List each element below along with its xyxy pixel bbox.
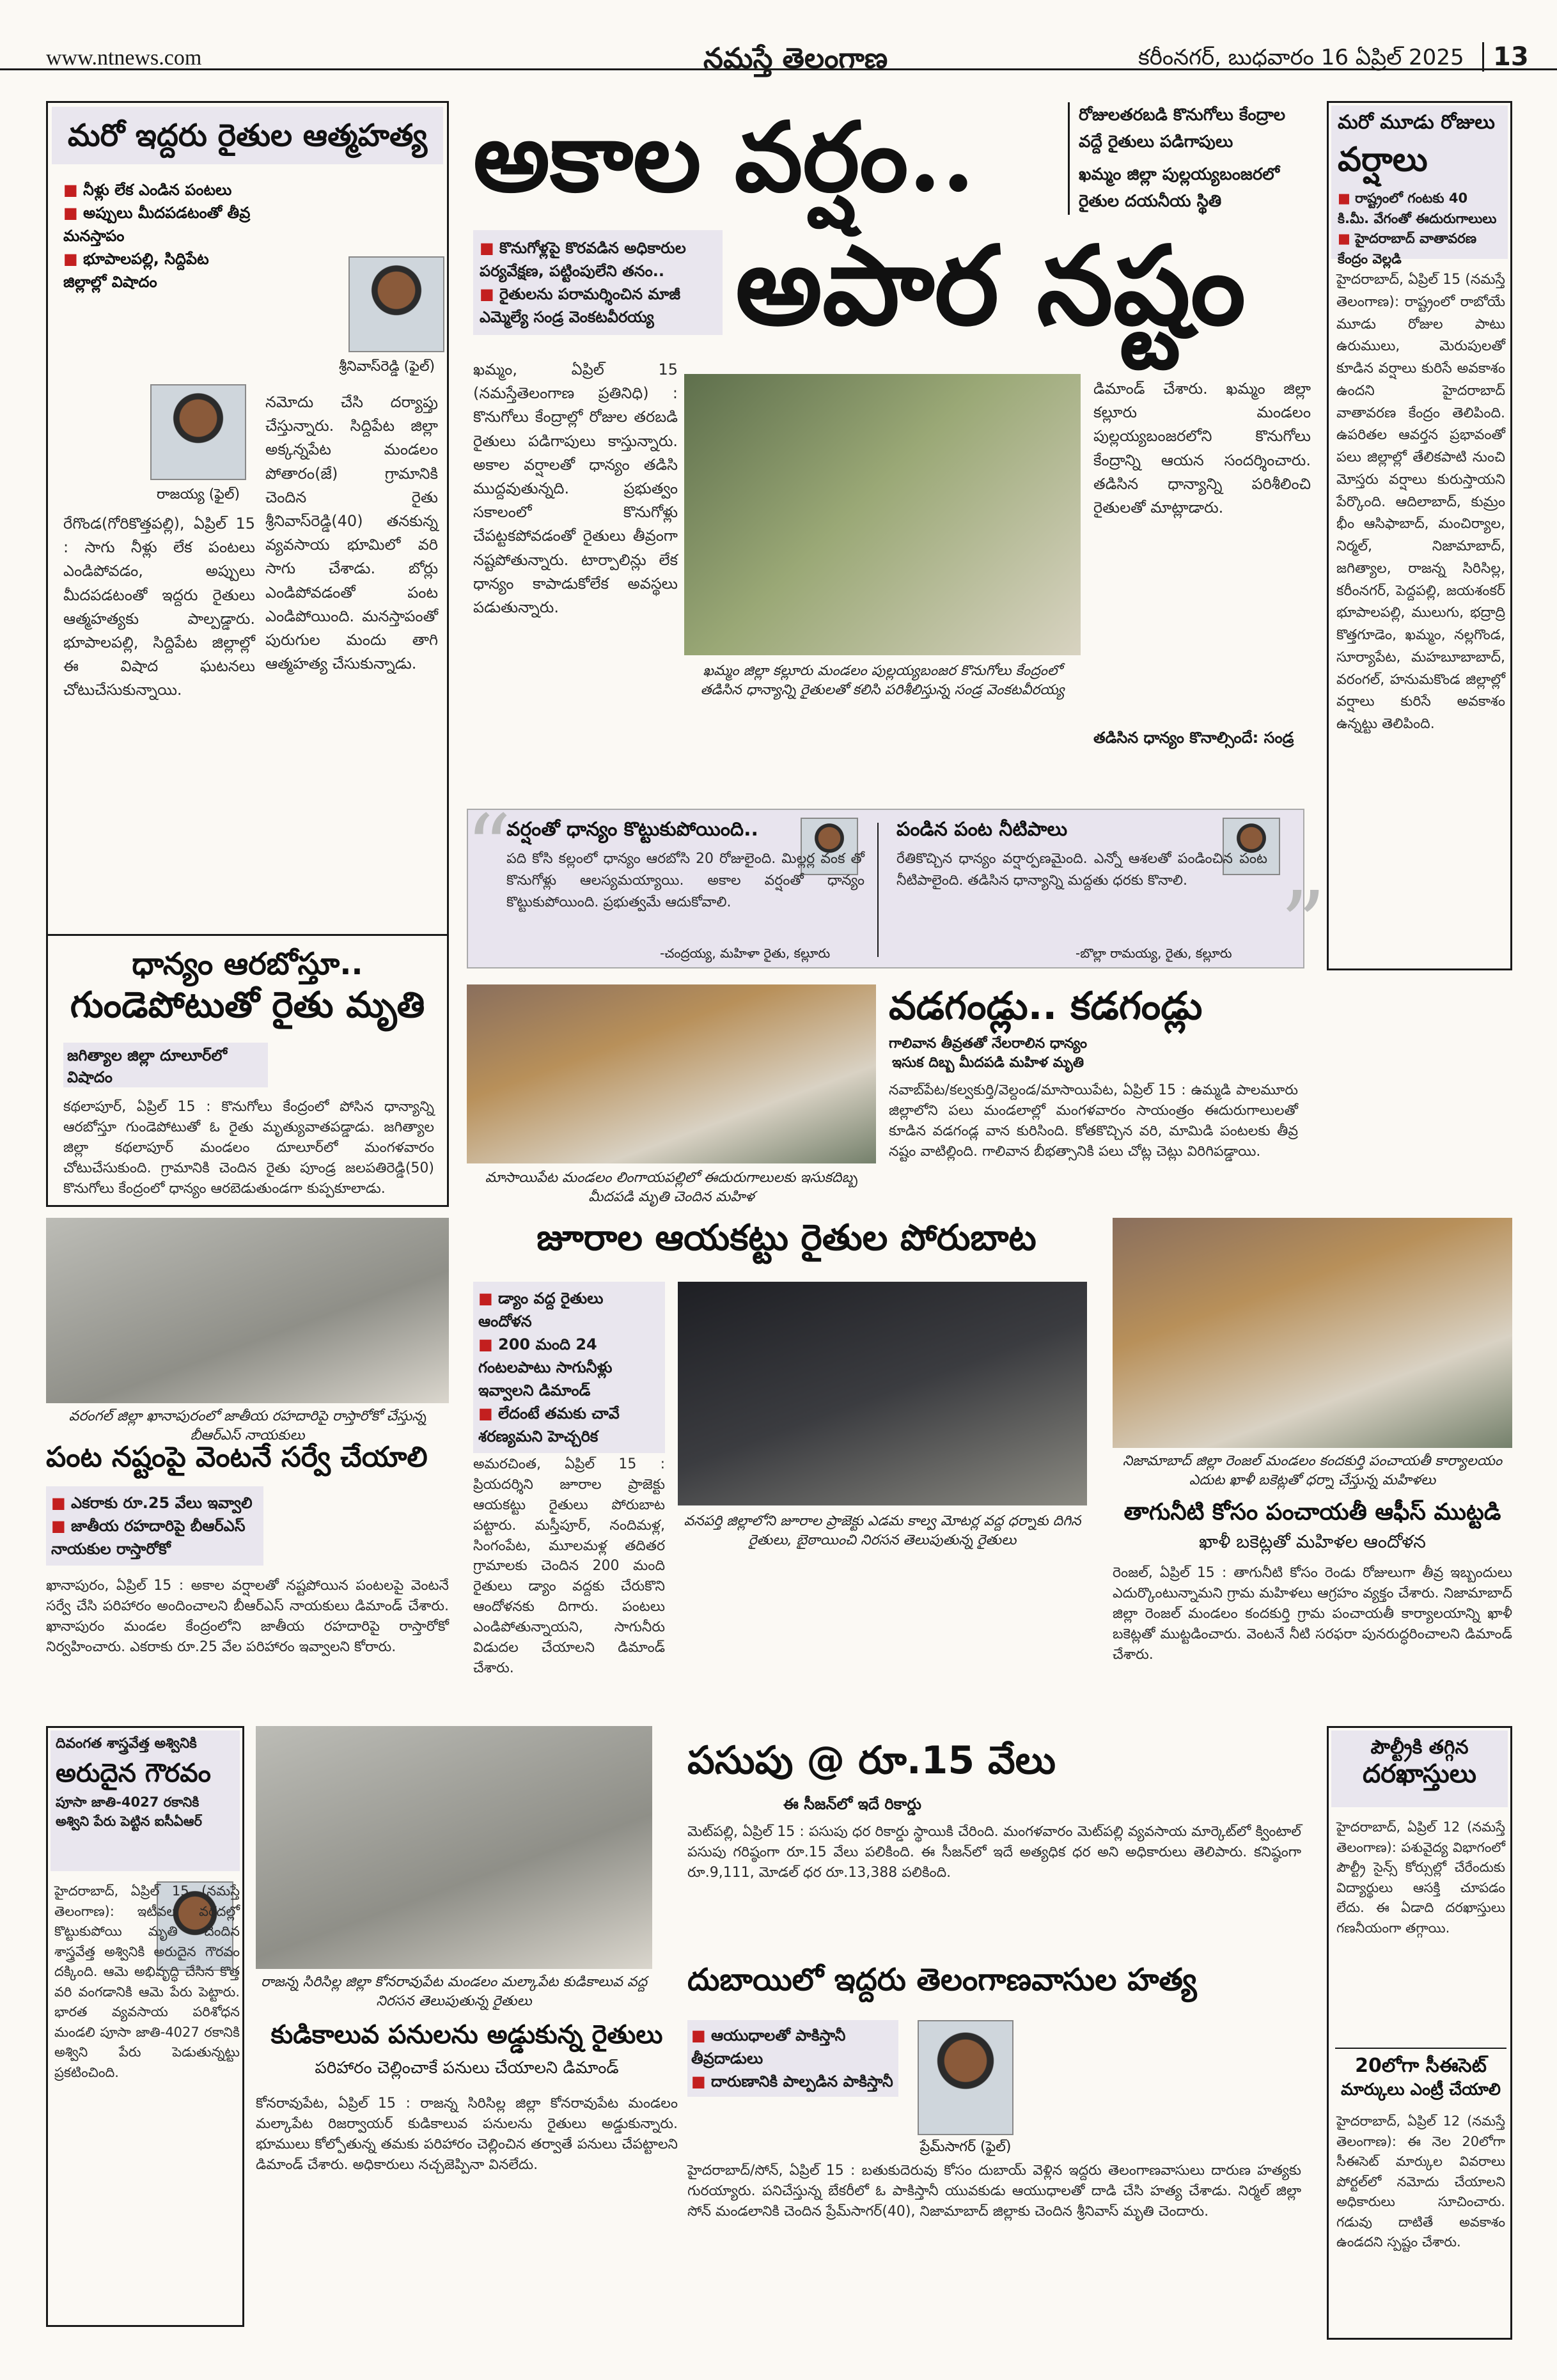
canal-protest-article: [256, 1726, 678, 2340]
bullet-list: [473, 230, 723, 335]
bullet-item: ■ దారుణానికి పాల్పడిన పాకిస్తానీ: [691, 2070, 895, 2093]
protest-photo: [46, 1218, 449, 1403]
sub-note: తడిసిన ధాన్యం కొనాల్సిందే: సండ్ర: [1093, 729, 1294, 747]
quote-text: రేతికొచ్చిన ధాన్యం వర్షార్పణమైంది. ఎన్నో ఆశలతో పండించిన పంట నీటిపాలైంది. తడిసిన ధాన్యాన్ని మద్దతు ధరకు కొనాలి.: [896, 851, 1267, 889]
quote-attribution: -చంద్రయ్య, మహిళా రైతు, కల్లూరు: [660, 945, 831, 961]
farmers-suicide-article: [46, 101, 449, 1207]
article-headline: వర్షాలు: [1338, 141, 1428, 179]
hailstorm-article: [467, 984, 1304, 1205]
divider: [1335, 2048, 1506, 2049]
article-body: నమోదు చేసి దర్యాప్తు చేస్తున్నారు. సిద్దిపేట జిల్లా అక్కన్నపేట మండలం పోతారం(జే) గ్రామానికి చెందిన రైతు శ్రీనివాస్‌రెడ్డి(40) తనకున్న వ్యవసాయ భూమిలో వరి సాగు చేశాడు. బోర్లు ఎండిపోవడంతో పంట ఎండిపోయింది. మనస్తాపంతో పురుగుల మందు తాగి ఆత్మహత్య చేసుకున్నాడు.: [265, 393, 438, 673]
photo-caption: నిజామాబాద్ జిల్లా రెంజల్ మండలం కందకుర్తి పంచాయతీ కార్యాలయం ఎదుట ఖాళీ బకెట్లతో ధర్నా చేస్తున్న మహిళలు: [1122, 1453, 1503, 1488]
article-body: రేగొండ(గోరికొత్తపల్లి), ఏప్రిల్ 15 : సాగు నీళ్లు లేక పంటలు ఎండిపోవడం, అప్పులు మీదపడటంతో ఇద్దరు రైతులు ఆత్మహత్యకు పాల్పడ్డారు. భూపాలపల్లి, సిద్దిపేట జిల్లాల్లో ఈ విషాద ఘటనలు చోటుచేసుకున్నాయి.: [63, 515, 255, 699]
article-headline: మరో ఇద్దరు రైతుల ఆత్మహత్య: [52, 107, 443, 164]
quote-title: పండిన పంట నీటిపాలు: [896, 818, 1068, 841]
article-body: హైదరాబాద్, ఏప్రిల్ 15 (నమస్తే తెలంగాణ): ఇటీవల వరదల్లో కొట్టుకుపోయి మృతి చెందిన శాస్త్రవేత్త అశ్వినికి అరుదైన గౌరవం దక్కింది. ఆమె అభివృద్ధి చేసిన కొత్త వరి వంగడానికి ఆమె పేరు పెట్టారు. భారత వ్యవసాయ పరిశోధన మండలి పూసా జాతి-4027 రకానికి అశ్విని పేరు పెడుతున్నట్టు ప్రకటించింది.: [54, 1883, 240, 2080]
photo-name: శ్రీనివాస్‌రెడ్డి (ఫైల్): [338, 359, 435, 375]
article-headline: మార్కులు ఎంట్రీ చేయాలి: [1341, 2080, 1501, 2099]
photo-caption: వరంగల్ జిల్లా ఖానాపురంలో జాతీయ రహదారిపై రాస్తారోకో చేస్తున్న బీఆర్ఎస్ నాయకులు: [68, 1408, 426, 1443]
rain-forecast-article: [1327, 101, 1512, 970]
headline-panel: [1331, 1731, 1508, 1807]
protest-photo: [678, 1282, 1087, 1505]
highlight-item: ఖమ్మం జిల్లా పుల్లయ్యబంజరలో రైతుల దయనీయ స్థితి: [1079, 165, 1280, 211]
bullet-list: [63, 178, 255, 293]
article-body: కోనరావుపేట, ఏప్రిల్ 15 : రాజన్న సిరిసిల్ల జిల్లా కోనరావుపేట మండలం మల్కాపేట రిజర్వాయర్ కుడికాలువ పనులను రైతులు అడ్డుకున్నారు. భూములు కోల్పోతున్న తమకు పరిహారం చెల్లించిన తర్వాతే పనులు చేపట్టాలని డిమాండ్ చేశారు. అధికారులు నచ్చజెప్పినా వినలేదు.: [256, 2096, 678, 2173]
protest-photo: [256, 1726, 652, 1969]
quote-attribution: -బొల్లా రామయ్య, రైతు, కల్లూరు: [1076, 945, 1232, 961]
bullet-item: ■ రాష్ట్రంలో గంటకు 40 కి.మీ. వేగంతో ఈదురుగాలులు: [1338, 189, 1501, 229]
article-headline: పసుపు @ రూ.15 వేలు: [687, 1738, 1056, 1783]
article-headline: మరో మూడు రోజులు: [1338, 111, 1495, 134]
headline-panel: [51, 1731, 240, 1871]
article-headline: గుండెపోటుతో రైతు మృతి: [70, 984, 425, 1026]
divider: [48, 934, 447, 936]
kicker: గాలివాన తీవ్రతతో నేలరాలిన ధాన్యం ఇసుక దిబ్బ మీదపడి మహిళ మృతి: [889, 1036, 1087, 1071]
farmer-photo: [348, 256, 444, 352]
bullet-list: [687, 2020, 898, 2097]
bullet-item: ■ భూపాలపల్లి, సిద్దిపేట జిల్లాల్లో విషాదం: [63, 247, 255, 293]
bullet-list: [473, 1282, 665, 1453]
article-subhead: ఖాళీ బకెట్లతో మహిళల ఆందోళన: [1199, 1531, 1426, 1552]
victim-photo: [918, 2020, 1013, 2135]
bullet-item: ■ ఆయుధాలతో పాకిస్తానీ తీవ్రదాడులు: [691, 2024, 895, 2070]
headline-panel: [1331, 105, 1508, 267]
article-headline: జూరాల ఆయకట్టు రైతుల పోరుబాట: [536, 1217, 1037, 1259]
article-body: హైదరాబాద్, ఏప్రిల్ 12 (నమస్తే తెలంగాణ): ఈ నెల 20లోగా సీఈసెట్ మార్కుల వివరాలు పోర్టల్‌లో నమోదు చేయాలని అధికారులు సూచించారు. గడువు దాటితే అవకాశం ఉండదని స్పష్టం చేశారు.: [1336, 2113, 1505, 2250]
protest-photo: [1113, 1218, 1512, 1448]
lead-body: ఖమ్మం, ఏప్రిల్ 15 (నమస్తేతెలంగాణ ప్రతినిధి) : కొనుగోలు కేంద్రాల్లో రోజుల తరబడి రైతులు పడిగాపులు కాస్తున్నారు. అకాల వర్షాలతో ధాన్యం తడిసి ముద్దవుతున్నది. ప్రభుత్వం సకాలంలో కొనుగోళ్లు చేపట్టకపోవడంతో రైతులు తీవ్రంగా నష్టపోతున్నారు. టార్పాలిన్లు లేక ధాన్యం కాపాడుకోలేక అవస్థలు పడుతున్నారు.: [473, 361, 678, 616]
bullet-item: ■ కొనుగోళ్లపై కొరవడిన అధికారుల పర్యవేక్షణ, పట్టింపులేని తనం..: [480, 237, 716, 283]
bullet-item: ■ రైతులను పరామర్శించిన మాజీ ఎమ్మెల్యే సండ్ర వెంకటవీరయ్య: [480, 283, 716, 329]
bullet-item: ■ 200 మంది 24 గంటలపాటు సాగునీళ్లు ఇవ్వాలని డిమాండ్: [478, 1333, 660, 1402]
farmer-photo: [150, 384, 246, 480]
dubai-murder-article: [687, 1963, 1301, 2340]
lead-body-2: డిమాండ్ చేశారు. ఖమ్మం జిల్లా కల్లూరు మండలం పుల్లయ్యబంజరలోని కొనుగోలు కేంద్రాన్ని ఆయన సందర్శించారు. తడిసిన ధాన్యాన్ని పరిశీలించి రైతులతో మాట్లాడారు.: [1093, 380, 1311, 517]
divider: [877, 823, 879, 957]
hailstorm-photo: [467, 984, 876, 1163]
article-headline: ధాన్యం ఆరబోస్తూ..: [132, 946, 363, 982]
page-header: [0, 0, 1557, 75]
article-headline: వడగండ్లు.. కడగండ్లు: [889, 984, 1203, 1029]
dateline: కరీంనగర్, బుధవారం 16 ఏప్రిల్ 2025: [1138, 45, 1464, 70]
lead-highlights: [1068, 102, 1311, 215]
photo-name: రాజయ్య (ఫైల్): [156, 486, 240, 502]
quote-text: పది కోసి కల్లంలో ధాన్యం ఆరబోసి 20 రోజులైంది. మిల్లర్ల వంక తో కొనుగోళ్లు ఆలస్యమయ్యాయి. అకాల వర్షంతో ధాన్యం కొట్టుకుపోయింది. ప్రభుత్వమే ఆదుకోవాలి.: [506, 851, 865, 911]
article-body: రెంజల్, ఏప్రిల్ 15 : తాగునీటి కోసం రెండు రోజులుగా తీవ్ర ఇబ్బందులు ఎదుర్కొంటున్నామని గ్రామ మహిళలు ఆగ్రహం వ్యక్తం చేశారు. నిజామాబాద్ జిల్లా రెంజల్ మండలం కందకుర్తి గ్రామ పంచాయతీ కార్యాలయాన్ని ఖాళీ బకెట్లతో ముట్టడించారు. వెంటనే నీటి సరఫరా పునరుద్ధరించాలని డిమాండ్ చేశారు.: [1113, 1565, 1512, 1663]
photo-caption: ఖమ్మం జిల్లా కల్లూరు మండలం పుల్లయ్యబంజర కొనుగోలు కేంద్రంలో తడిసిన ధాన్యాన్ని రైతులతో కలిసి పరిశీలిస్తున్న సండ్ర వెంకటవీరయ్య: [700, 663, 1065, 698]
bullet-item: ■ జాతీయ రహదారిపై బీఆర్ఎస్ నాయకుల రాస్తారోకో: [51, 1514, 258, 1560]
lead-photo: [684, 374, 1081, 655]
bullet-item: ■ నీళ్లు లేక ఎండిన పంటలు: [63, 178, 255, 201]
article-subhead: పూసా జాతి-4027 రకానికి అశ్విని పేరు పెట్టిన ఐసీఏఆర్: [56, 1794, 202, 1829]
article-body: కథలాపూర్, ఏప్రిల్ 15 : కొనుగోలు కేంద్రంలో పోసిన ధాన్యాన్ని ఆరబోస్తూ గుండెపోటుతో ఓ రైతు మృత్యువాతపడ్డాడు. జగిత్యాల జిల్లా కథలాపూర్ మండలం దూలూర్‌లో మంగళవారం చోటుచేసుకుంది. గ్రామానికి చెందిన రైతు పూండ్ర జలపతిరెడ్డి(50) కొనుగోలు కేంద్రంలో ధాన్యం ఆరబెడుతుండగా కుప్పకూలాడు.: [63, 1099, 434, 1197]
article-body: మెట్‌పల్లి, ఏప్రిల్ 15 : పసుపు ధర రికార్డు స్థాయికి చేరింది. మంగళవారం మెట్‌పల్లి వ్యవసాయ మార్కెట్‌లో క్వింటాల్ పసుపు గరిష్ఠంగా రూ.15 వేలు పలికింది. ఈ సీజన్‌లో ఇదే అత్యధిక ధర అని అధికారులు తెలిపారు. కనిష్ఠంగా రూ.9,111, మోడల్ ధర రూ.13,388 పలికింది.: [687, 1824, 1301, 1881]
farmer-quotes-box: [466, 796, 1326, 977]
crop-survey-article: [46, 1218, 449, 1704]
bullet-list: [46, 1486, 263, 1566]
article-headline: దుబాయిలో ఇద్దరు తెలంగాణవాసుల హత్య: [687, 1962, 1197, 1998]
bullet-item: ■ లేదంటే తమకు చావే శరణ్యమని హెచ్చరిక: [478, 1402, 660, 1448]
quote-title: వర్షంతో ధాన్యం కొట్టుకుపోయింది..: [506, 818, 758, 841]
kicker: దివంగత శాస్త్రవేత్త అశ్వినికి: [56, 1736, 197, 1752]
bullet-item: ■ ఎకరాకు రూ.25 వేలు ఇవ్వాలి: [51, 1491, 258, 1514]
drinking-water-article: [1113, 1218, 1512, 1704]
turmeric-price-article: [687, 1739, 1301, 1956]
photo-caption: మాసాయిపేట మండలం లింగాయపల్లిలో ఈదురుగాలులకు ఇసుకదిబ్బ మీదపడి మృతి చెందిన మహిళ: [485, 1170, 858, 1205]
jurala-protest-article: [467, 1218, 1100, 1704]
page-number: 13: [1482, 42, 1529, 72]
article-body: హైదరాబాద్, ఏప్రిల్ 15 (నమస్తే తెలంగాణ): రాష్ట్రంలో రాబోయే మూడు రోజుల పాటు ఉరుములు, మెరుపులతో కూడిన వర్షాలు కురిసే అవకాశం ఉందని హైదరాబాద్ వాతావరణ కేంద్రం తెలిపింది. ఉపరితల ఆవర్తన ప్రభావంతో పలు జిల్లాల్లో తేలికపాటి నుంచి మోస్తరు వర్షాలు కురుస్తాయని పేర్కొంది. ఆదిలాబాద్, కుమ్రం భీం ఆసిఫాబాద్, మంచిర్యాల, నిర్మల్, నిజామాబాద్, జగిత్యాల, రాజన్న సిరిసిల్ల, కరీంనగర్, పెద్దపల్లి, జయశంకర్ భూపాలపల్లి, ములుగు, భద్రాద్రి కొత్తగూడెం, ఖమ్మం, నల్లగొండ, సూర్యాపేట, మహబూబాబాద్, వరంగల్, హనుమకొండ జిల్లాల్లో వర్షాలు కురిసే అవకాశం ఉన్నట్టు తెలిపింది.: [1336, 272, 1505, 732]
article-headline: 20లోగా సీఈసెట్: [1355, 2055, 1487, 2077]
article-headline: దరఖాస్తులు: [1363, 1759, 1476, 1789]
article-body: నవాబ్‌పేట/కల్వకుర్తి/వెల్దండ/మాసాయిపేట, ఏప్రిల్ 15 : ఉమ్మడి పాలమూరు జిల్లాలోని పలు మండలాల్లో మంగళవారం సాయంత్రం ఈదురుగాలులతో కూడిన వడగండ్ల వాన కురిసింది. కోతకొచ్చిన వరి, మామిడి పంటలకు తీవ్ర నష్టం వాటిల్లింది. గాలివాన బీభత్సానికి పలు చోట్ల చెట్లు విరిగిపడ్డాయి.: [889, 1082, 1298, 1160]
bullet-item: ■ అప్పులు మీదపడటంతో తీవ్ర మనస్తాపం: [63, 201, 255, 247]
bullet-item: ■ డ్యాం వద్ద రైతులు ఆందోళన: [478, 1287, 660, 1333]
article-headline: పంట నష్టంపై వెంటనే సర్వే చేయాలి: [46, 1441, 428, 1474]
kicker: ఈ సీజన్‌లో ఇదే రికార్డు: [783, 1795, 921, 1813]
poultry-applications-article: [1327, 1726, 1512, 2340]
article-headline: పౌల్ట్రీకి తగ్గిన: [1370, 1736, 1469, 1759]
article-subhead: పరిహారం చెల్లించాకే పనులు చేయాలని డిమాండ్: [315, 2058, 619, 2078]
lead-story: [460, 89, 1317, 805]
article-headline: తాగునీటి కోసం పంచాయతీ ఆఫీస్ ముట్టడి: [1123, 1499, 1501, 1525]
bullet-list: [1338, 189, 1501, 269]
article-headline: అరుదైన గౌరవం: [56, 1759, 211, 1788]
article-body: ఖానాపురం, ఏప్రిల్ 15 : అకాల వర్షాలతో నష్టపోయిన పంటలపై వెంటనే సర్వే చేసి పరిహారం అందించాలని బీఆర్ఎస్ నాయకులు డిమాండ్ చేశారు. ఖానాపురం మండల కేంద్రంలోని జాతీయ రహదారిపై రాస్తారోకో నిర్వహించారు. ఎకరాకు రూ.25 వేల పరిహారం ఇవ్వాలని కోరారు.: [46, 1578, 449, 1655]
quote-mark: “: [466, 796, 512, 900]
photo-caption: వనపర్తి జిల్లాలోని జూరాల ప్రాజెక్టు ఎడమ కాల్వ మోటర్ల వద్ద ధర్నాకు దిగిన రైతులు, బైఠాయించి నిరసన తెలుపుతున్న రైతులు: [684, 1513, 1081, 1548]
bullet-item: ■ హైదరాబాద్ వాతావరణ కేంద్రం వెల్లడి: [1338, 229, 1501, 269]
photo-name: ప్రేమ్‌సాగర్ (ఫైల్): [919, 2139, 1012, 2155]
article-headline: కుడికాలువ పనులను అడ్డుకున్న రైతులు: [270, 2020, 663, 2049]
highlight-item: రోజులతరబడి కొనుగోలు కేంద్రాల వద్దే రైతులు పడిగాపులు: [1079, 105, 1286, 152]
article-body: హైదరాబాద్/సోన్, ఏప్రిల్ 15 : బతుకుదెరువు కోసం దుబాయ్ వెళ్లిన ఇద్దరు తెలంగాణవాసులు దారుణ హత్యకు గురయ్యారు. పనిచేస్తున్న బేకరీలో ఓ పాకిస్తానీ యువకుడు ఆయుధాలతో దాడి చేసి హత్య చేశాడు. నిర్మల్ జిల్లా సోన్ మండలానికి చెందిన ప్రేమ్‌సాగర్(40), నిజామాబాద్ జిల్లాకు చెందిన శ్రీనివాస్ మృతి చెందారు.: [687, 2163, 1301, 2220]
lead-headline-2: అపార నష్టం: [735, 222, 1246, 350]
lead-headline-1: అకాల వర్షం..: [473, 101, 975, 214]
scientist-honour-article: [46, 1726, 244, 2327]
kicker: జగిత్యాల జిల్లా దూలూర్‌లో విషాదం: [63, 1043, 268, 1087]
quote-mark: ”: [1280, 873, 1326, 977]
article-body: అమరచింత, ఏప్రిల్ 15 : ప్రియదర్శిని జూరాల ప్రాజెక్టు ఆయకట్టు రైతులు పోరుబాట పట్టారు. మస్తీపూర్, నందిమళ్ల, సింగంపేట, మూలమళ్ల తదితర గ్రామాలకు చెందిన 200 మంది రైతులు డ్యాం వద్దకు చేరుకొని ఆందోళనకు దిగారు. పంటలు ఎండిపోతున్నాయని, సాగునీరు విడుదల చేయాలని డిమాండ్ చేశారు.: [473, 1456, 665, 1676]
article-body: హైదరాబాద్, ఏప్రిల్ 12 (నమస్తే తెలంగాణ): పశువైద్య విభాగంలో పౌల్ట్రీ సైన్స్ కోర్సుల్లో చేరేందుకు విద్యార్థులు ఆసక్తి చూపడం లేదు. ఈ ఏడాది దరఖాస్తులు గణనీయంగా తగ్గాయి.: [1336, 1819, 1505, 1936]
photo-caption: రాజన్న సిరిసిల్ల జిల్లా కోనరావుపేట మండలం మల్కాపేట కుడికాలువ వద్ద నిరసన తెలుపుతున్న రైతులు: [260, 1974, 647, 2009]
masthead: నమస్తే తెలంగాణ: [703, 42, 888, 75]
site-url[interactable]: www.ntnews.com: [46, 46, 202, 70]
